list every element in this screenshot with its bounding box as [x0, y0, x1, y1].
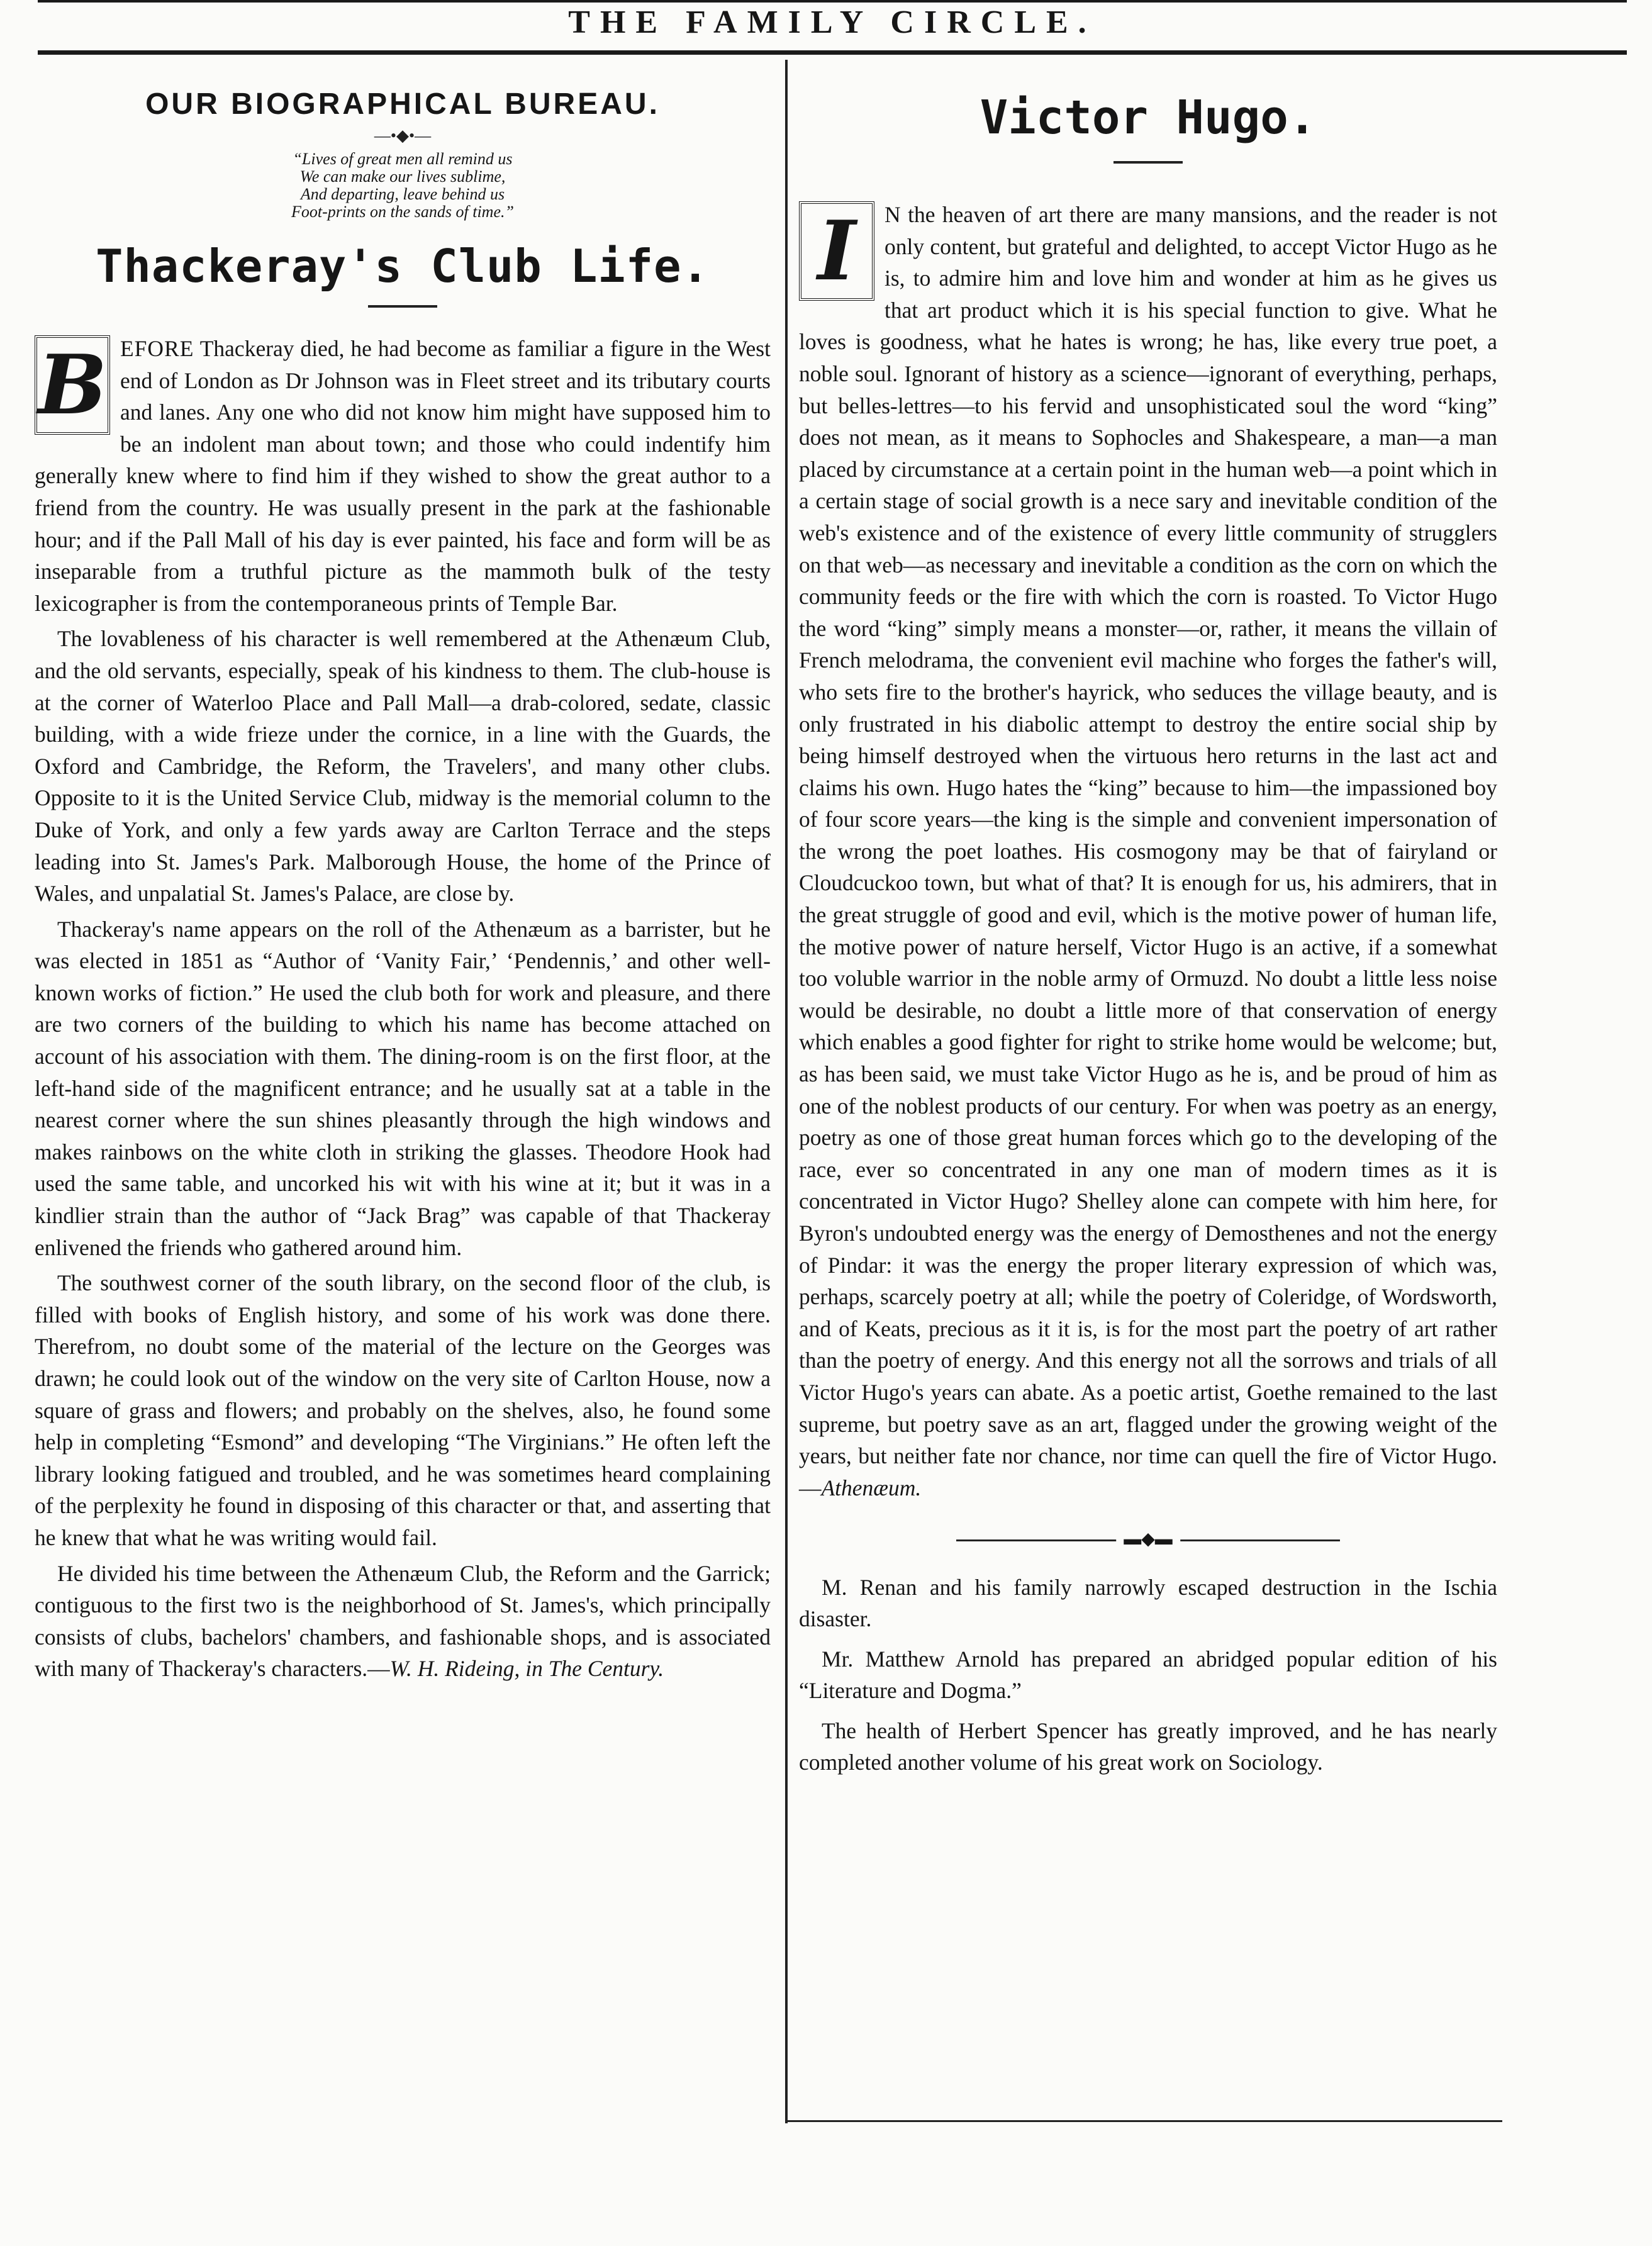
section-title: OUR BIOGRAPHICAL BUREAU. — [145, 87, 660, 121]
article-title-thackeray: Thackeray's Club Life. — [96, 240, 710, 293]
epigraph-line: “Lives of great men all remind us — [293, 150, 513, 168]
epigraph-line: We can make our lives sublime, — [299, 167, 506, 186]
paragraph-text: N the heaven of art there are many mansions, and the reader is not only content, but grateful and delighted, to accept Victor Hugo as he is, to admire him and love him and wonder at him as he gives us that art product which it is his special function to give. What he loves is goodness, what he hates is wrong; he has, like every true poet, a noble soul. Ignorant of history as a science—ignorant of everything, perhaps, but belles-lettres—to his fervid and unsophisticated soul the word “king” does not mean, as it means to Sophocles and Shakespeare, a man—a man placed by circumstance at a certain point in the human web—a point which in a certain stage of social growth is a nece sary and inevitable condition of the web's existence and of the existence of every little community of strugglers on that web—as necessary and inevitable a condition as the corn on which the community feeds or the fire with which the corn is roasted. To Victor Hugo the word “king” simply means a monster—or, rather, it means the villain of French melodrama, the convenient evil machine who forges the father's will, who sets fire to the brother's hayrick, who seduces the village beauty, and is only frustrated in his diabolic attempt to destroy the entire social ship by being himself destroyed when the virtuous hero returns in the last act and claims his own. Hugo hates the “king” because to him—the impassioned boy of four score years—the king is the simple and convenient impersonation of the wrong the poet loathes. His cosmogony may be that of fairyland or Cloudcuckoo town, but what of that? It is enough for us, his admirers, that in the great struggle of good and evil, which is the motive power of human life, the motive power of nature herself, Victor Hugo is an active, if a somewhat too voluble warrior in the noble army of Ormuzd. No doubt a little less noise would be desirable, no doubt a little more of that conservation of energy which enables a good fighter for right to strike home would be welcome; but, as has been said, we must take Victor Hugo as he is, and be proud of him as one of the noblest products of our century. For when was poetry as an energy, poetry as one of those great human forces which go to the developing of the race, ever so concentrated in any one man of modern times as it is concentrated in Victor Hugo? Shelley alone can compete with him here, for Byron's undoubted energy was the energy of Demosthenes and not the energy of Pindar: it was the energy the proper literary expression of which was, perhaps, scarcely poetry at all; while the poetry of Coleridge, of Wordsworth, and of Keats, precious as it it is, is for the most part the poetry of art rather than the poetry of energy. And this energy not all the sorrows and trials of all Victor Hugo's years can abate. As a poetic artist, Goethe remained to the last supreme, but poetry save as an art, flagged under the growing weight of the years, but neither fate nor chance, nor time can quell the fire of Victor Hugo.— — [799, 202, 1497, 1500]
victor-hugo-article-body — [799, 199, 1497, 1504]
left-column — [35, 63, 771, 1685]
title-rule — [368, 305, 437, 308]
masthead — [38, 0, 1627, 55]
news-notes — [799, 1572, 1497, 1778]
article-paragraph — [799, 199, 1497, 1504]
masthead-title: THE FAMILY CIRCLE. — [568, 4, 1097, 40]
article-paragraph — [35, 333, 771, 619]
thackeray-article-body — [35, 333, 771, 1685]
article-paragraph: The southwest corner of the south library, on the second floor of the club, is filled with books of English history, and some of his work was done there. Therefrom, no doubt some of the material of the lecture on the Georges was drawn; he could look out of the window on the very site of Carlton House, now a square of grass and flowers; and probably on the shelves, also, he found some help in completing “Esmond” and developing “The Virginians.” He often left the library looking fatigued and troubled, and he was sometimes heard complaining of the perplexity he found in disposing of this character or that, and asserting that he knew that what he was writing would fail. — [35, 1270, 771, 1550]
right-column — [799, 63, 1497, 1787]
paragraph-text: He divided his time between the Athenæum Club, the Reform and the Garrick; contiguous to the first two is the neighborhood of St. James's, which principally consists of clubs, bachelors' chambers, and fashionable shops, and is associated with many of Thackeray's characters.— — [35, 1560, 771, 1682]
article-title-victor-hugo: Victor Hugo. — [979, 91, 1317, 145]
ornament-divider — [799, 1529, 1497, 1550]
article-paragraph — [35, 1558, 771, 1685]
column-divider — [785, 60, 788, 2123]
dropcap: I — [799, 201, 874, 301]
paragraph-text: Thackeray died, he had become as familiar a figure in the West end of London as Dr Johnson was in Fleet street and its tributary courts and lanes. Any one who did not know him might have supposed him to be an indolent man about town; and those who could indentify him generally knew where to find him if they wished to show the great author to a friend from the country. He was usually present in the park at the fashionable hour; and if the Pall Mall of his day is ever painted, his face and form will be as inseparable from a truthful picture as the mammoth bulk of the testy lexicographer is from the contemporaneous prints of Temple Bar. — [35, 336, 771, 616]
dropcap: B — [35, 335, 110, 435]
bottom-rule — [785, 2120, 1502, 2122]
article-source: Athenæum. — [821, 1475, 922, 1500]
section-ornament: —•◆•— — [374, 126, 432, 145]
article-source: W. H. Rideing, in The Century. — [389, 1656, 664, 1682]
divider-ornament: ▬◆▬ — [1116, 1530, 1180, 1549]
epigraph — [35, 150, 771, 221]
article-paragraph: The lovableness of his character is well remembered at the Athenæum Club, and the old servants, especially, speak of his kindness to them. The club-house is at the corner of Waterloo Place and Pall Mall—a drab-colored, sedate, classic building, with a wide frieze under the cornice, in a line with the Guards, the Oxford and Cambridge, the Reform, the Travelers', and many other clubs. Opposite to it is the United Service Club, midway is the memorial column to the Duke of York, and only a few yards away are Carlton Terrace and the steps leading into St. James's Park. Malborough House, the home of the Prince of Wales, and unpalatial St. James's Palace, are close by. — [35, 626, 771, 907]
epigraph-line: Foot-prints on the sands of time.” — [291, 203, 514, 221]
news-note: Mr. Matthew Arnold has prepared an abridged popular edition of his “Literature and Dogma.” — [799, 1646, 1497, 1704]
title-rule — [1113, 161, 1183, 164]
news-note: M. Renan and his family narrowly escaped destruction in the Ischia disaster. — [799, 1575, 1497, 1632]
lead-smallcaps: EFORE — [120, 336, 194, 361]
article-paragraph: Thackeray's name appears on the roll of the Athenæum as a barrister, but he was elected in 1851 as “Author of ‘Vanity Fair,’ ‘Pendennis,’ and other well-known works of fiction.” He used the club both for work and pleasure, and there are two corners of the building to which his name has become attached on account of his association with them. The dining-room is on the first floor, at the left-hand side of the magnificent entrance; and he usually sat at a table in the nearest corner where the sun shines pleasantly through the high windows and makes rainbows on the white cloth in striking the glasses. Theodore Hook had used the same table, and uncorked his wit with his wine at it; but it was in a kindlier strain than the author of “Jack Brag” was capable of that Thackeray enlivened the friends who gathered around him. — [35, 916, 771, 1260]
news-note: The health of Herbert Spencer has greatly improved, and he has nearly completed another volume of his great work on Sociology. — [799, 1718, 1497, 1775]
epigraph-line: And departing, leave behind us — [300, 185, 505, 203]
